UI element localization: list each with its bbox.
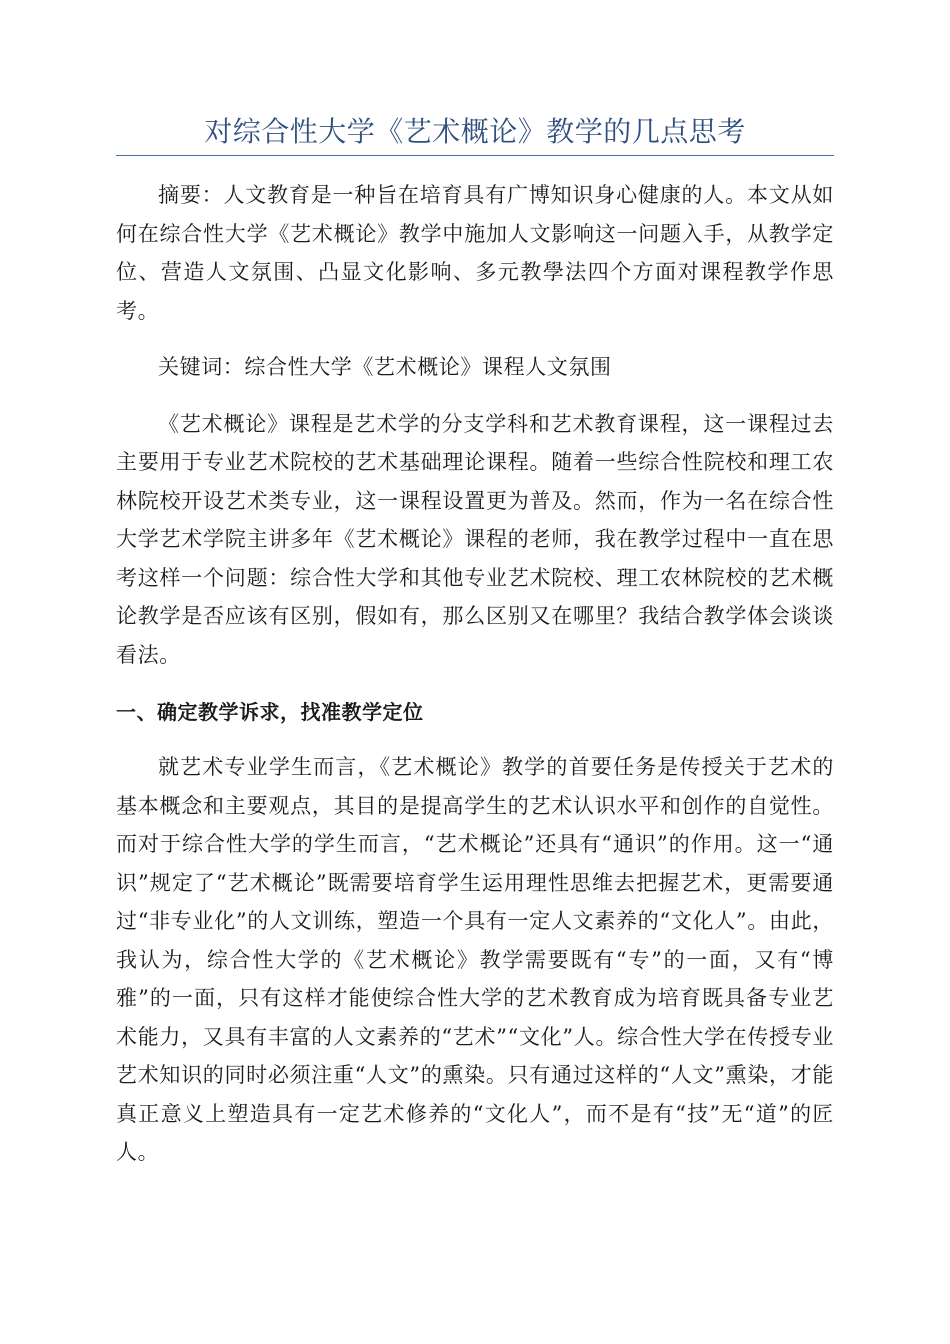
intro-paragraph: 《艺术概论》课程是艺术学的分支学科和艺术教育课程，这一课程过去主要用于专业艺术院校的艺术基础理论课程。随着一些综合性院校和理工农林院校开设艺术类专业，这一课程设置更为普及。然而，作为一名在综合性大学艺术学院主讲多年《艺术概论》课程的老师，我在教学过程中一直在思考这样一个问题：综合性大学和其他专业艺术院校、理工农林院校的艺术概论教学是否应该有区别，假如有，那么区别又在哪里？我结合教学体会谈谈看法。 bbox=[116, 411, 834, 667]
section-1-paragraph: 就艺术专业学生而言，《艺术概论》教学的首要任务是传授关于艺术的基本概念和主要观点，其目的是提高学生的艺术认识水平和创作的自觉性。而对于综合性大学的学生而言，“艺术概论”还具有“通识”的作用。这一“通识”规定了“艺术概论”既需要培育学生运用理性思维去把握艺术，更需要通过“非专业化”的人文训练，塑造一个具有一定人文素养的“文化人”。由此，我认为，综合性大学的《艺术概论》教学需要既有“专”的一面，又有“博雅”的一面，只有这样才能使综合性大学的艺术教育成为培育既具备专业艺术能力，又具有丰富的人文素养的“艺术”“文化”人。综合性大学在传授专业艺术知识的同时必须注重“人文”的熏染。只有通过这样的“人文”熏染，才能真正意义上塑造具有一定艺术修养的“文化人”，而不是有“技”无“道”的匠人。 bbox=[116, 755, 834, 1164]
document-title: 对综合性大学《艺术概论》教学的几点思考 bbox=[204, 115, 746, 148]
abstract-paragraph: 摘要：人文教育是一种旨在培育具有广博知识身心健康的人。本文从如何在综合性大学《艺术概论》教学中施加人文影响这一问题入手，从教学定位、营造人文氛围、凸显文化影响、多元教學法四个方面对课程教学作思考。 bbox=[116, 183, 834, 323]
document-body bbox=[116, 176, 834, 1172]
title-underline bbox=[116, 155, 834, 156]
section-1-heading: 一、确定教学诉求，找准教学定位 bbox=[116, 700, 424, 724]
keywords-paragraph: 关键词：综合性大学《艺术概论》课程人文氛围 bbox=[158, 355, 612, 379]
